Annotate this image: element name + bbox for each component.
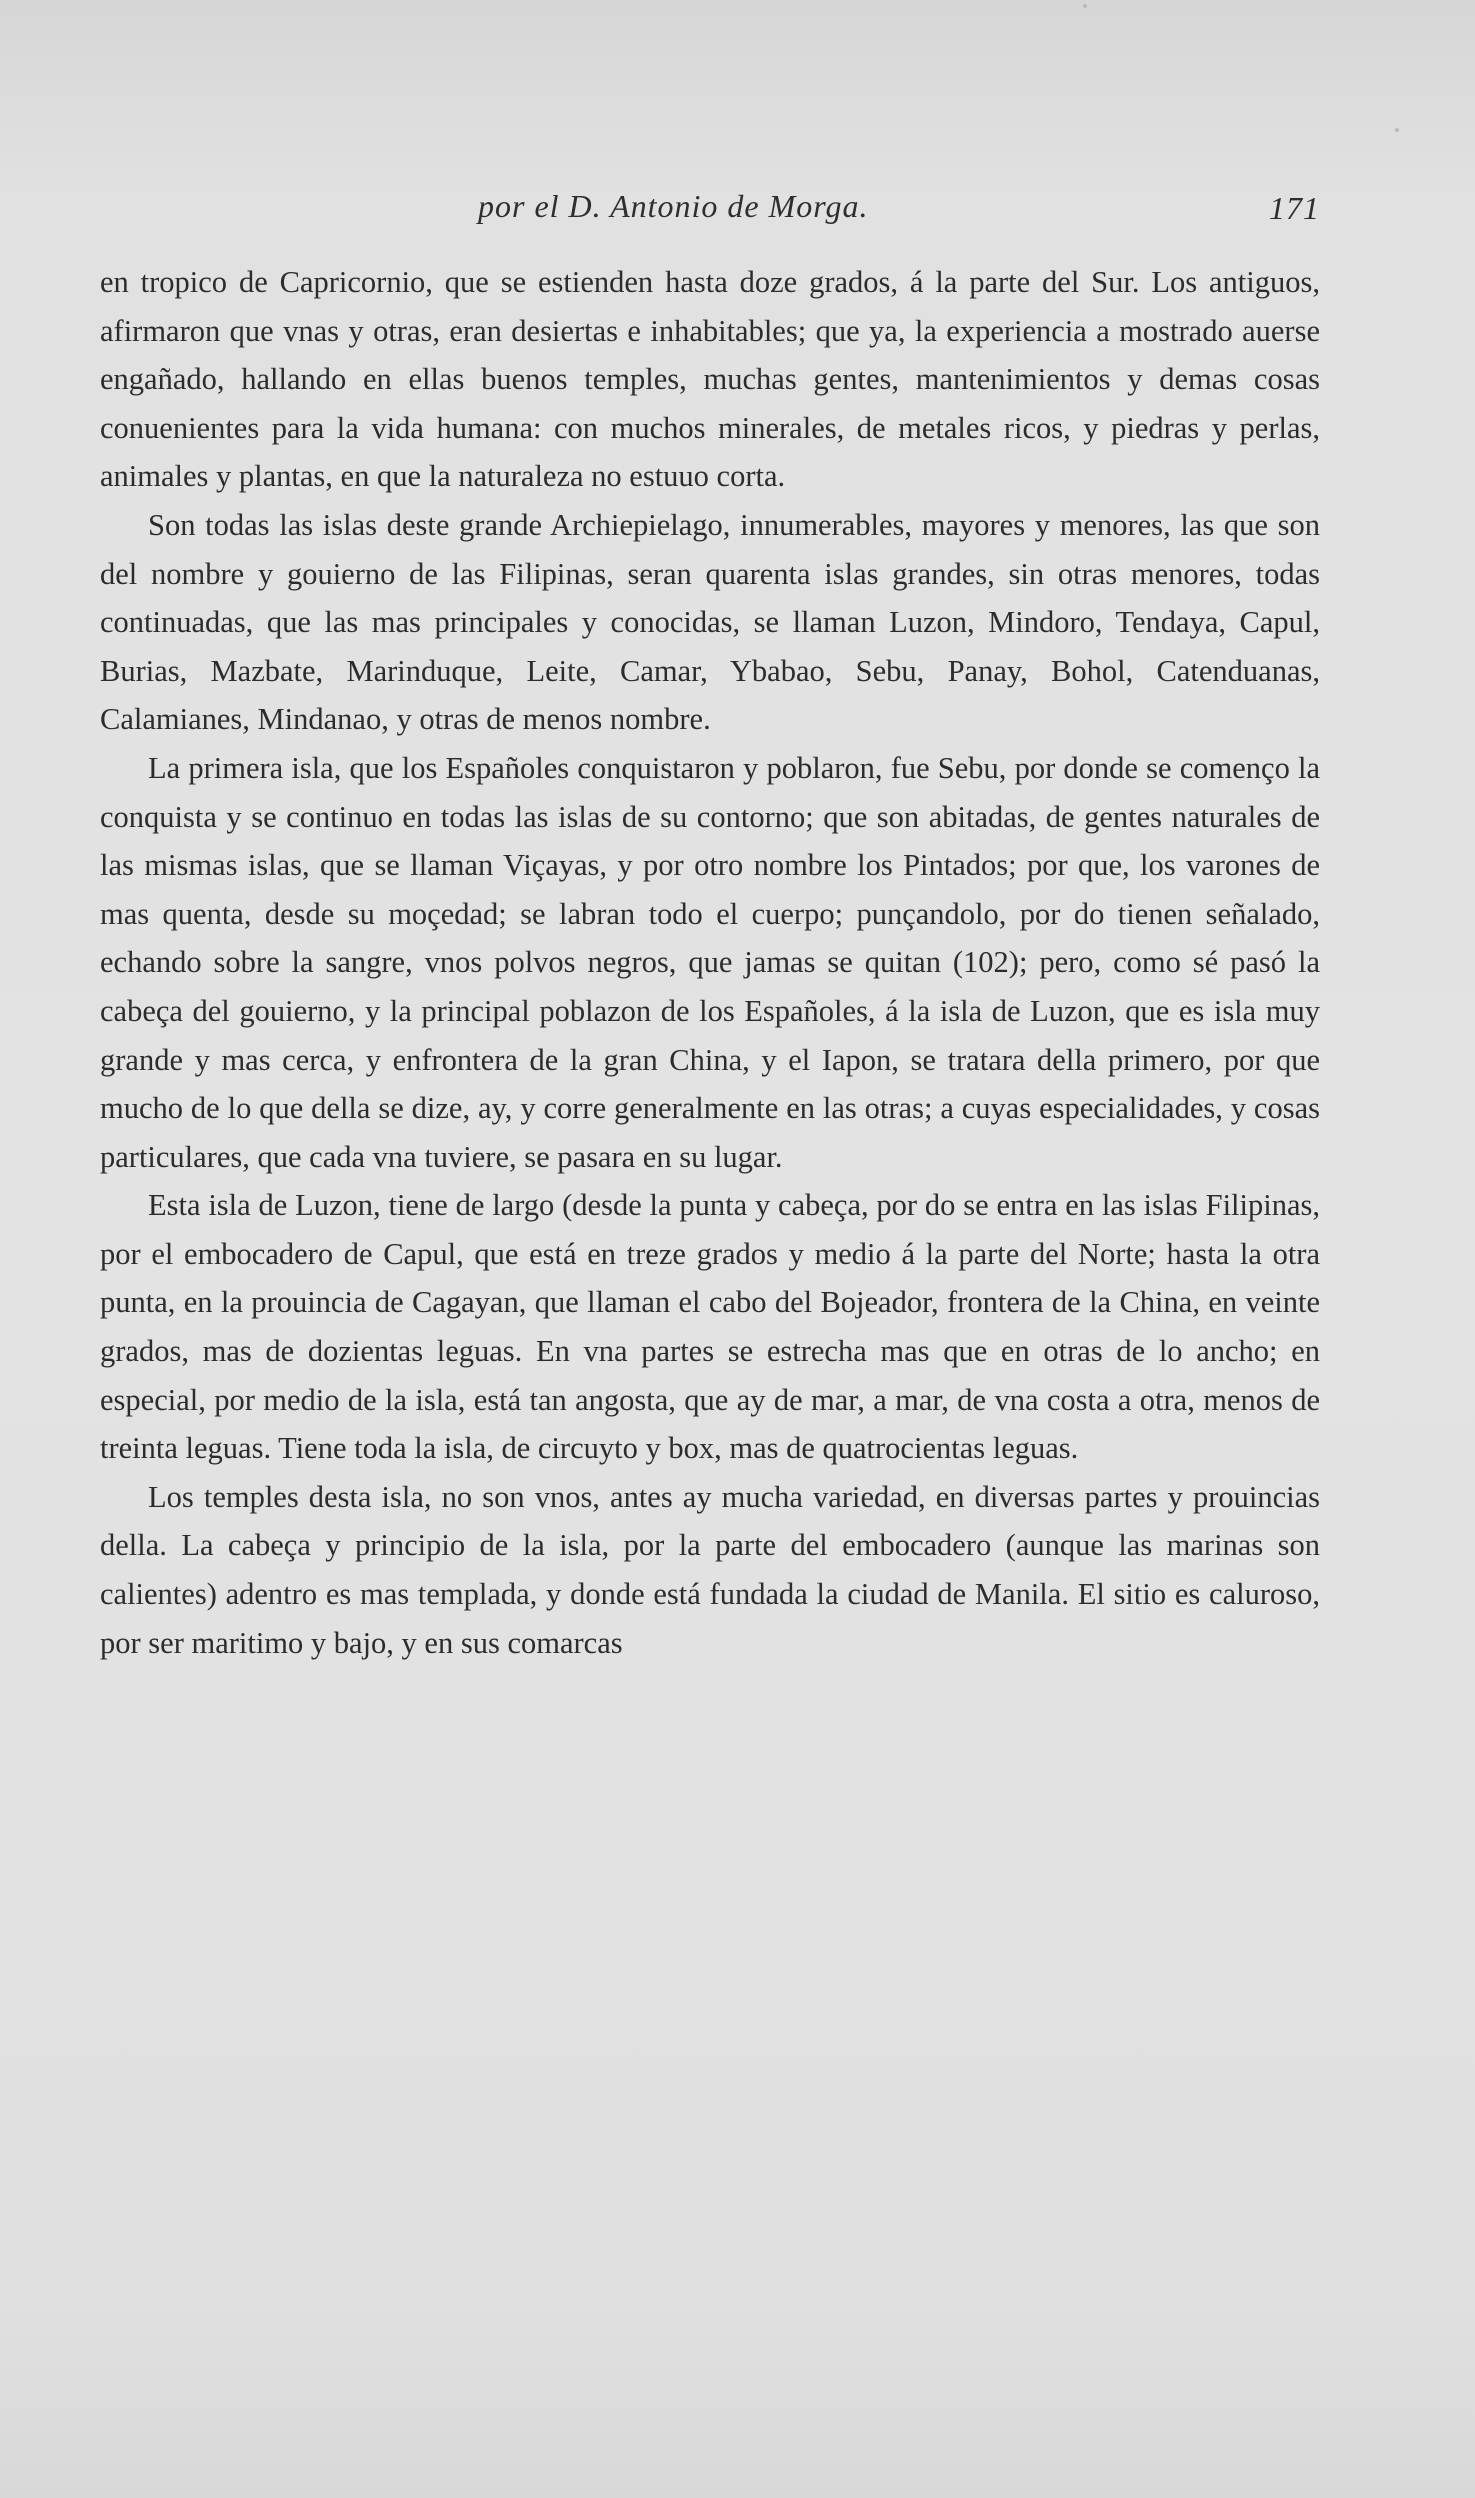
paragraph-3: La primera isla, que los Españoles conquistaron y poblaron, fue Sebu, por donde se començo la conquista y se continuo en todas las islas de su contorno; que son abitadas, de gentes naturales de las mismas islas, que se llaman Viçayas, y por otro nombre los Pintados; por que, los varones de mas quenta, desde su moçedad; se labran todo el cuerpo; punçandolo, por do tienen señalado, echando sobre la sangre, vnos polvos negros, que jamas se quitan (102); pero, como sé pasó la cabeça del gouierno, y la principal poblazon de los Españoles, á la isla de Luzon, que es isla muy grande y mas cerca, y enfrontera de la gran China, y el Iapon, se tratara della primero, por que mucho de lo que della se dize, ay, y corre generalmente en las otras; a cuyas especialidades, y cosas particulares, que cada vna tuviere, se pasara en su lugar. xyxy=(100,750,1320,1174)
paper-speck xyxy=(1083,4,1087,8)
paragraph-5: Los temples desta isla, no son vnos, antes ay mucha variedad, en diversas partes y prouincias della. La cabeça y principio de la isla, por la parte del embocadero (aunque las marinas son calientes) adentro es mas templada, y donde está fundada la ciudad de Manila. El sitio es caluroso, por ser maritimo y bajo, y en sus comarcas xyxy=(100,1479,1320,1660)
page-number: 171 xyxy=(1269,190,1320,226)
body-text xyxy=(100,258,1320,1667)
paragraph-2: Son todas las islas deste grande Archiepielago, innumerables, mayores y menores, las que son del nombre y gouierno de las Filipinas, seran quarenta islas grandes, sin otras menores, todas continuadas, que las mas principales y conocidas, se llaman Luzon, Mindoro, Tendaya, Capul, Burias, Mazbate, Marinduque, Leite, Camar, Ybabao, Sebu, Panay, Bohol, Catenduanas, Calamianes, Mindanao, y otras de menos nombre. xyxy=(100,507,1320,737)
paragraph-1: en tropico de Capricornio, que se estienden hasta doze grados, á la parte del Sur. Los antiguos, afirmaron que vnas y otras, eran desiertas e inhabitables; que ya, la experiencia a mostrado auerse engañado, hallando en ellas buenos temples, muchas gentes, mantenimientos y demas cosas conuenientes para la vida humana: con muchos minerales, de metales ricos, y piedras y perlas, animales y plantas, en que la naturaleza no estuuo corta. xyxy=(100,265,1320,494)
paper-speck xyxy=(1395,128,1399,132)
page-header xyxy=(100,188,1320,238)
paragraph-4: Esta isla de Luzon, tiene de largo (desde la punta y cabeça, por do se entra en las islas Filipinas, por el embocadero de Capul, que está en treze grados y medio á la parte del Norte; hasta la otra punta, en la prouincia de Cagayan, que llaman el cabo del Bojeador, frontera de la China, en veinte grados, mas de dozientas leguas. En vna partes se estrecha mas que en otras de lo ancho; en especial, por medio de la isla, está tan angosta, que ay de mar, a mar, de vna costa a otra, menos de treinta leguas. Tiene toda la isla, de circuyto y box, mas de quatrocientas leguas. xyxy=(100,1188,1320,1466)
running-head: por el D. Antonio de Morga. xyxy=(478,188,869,224)
